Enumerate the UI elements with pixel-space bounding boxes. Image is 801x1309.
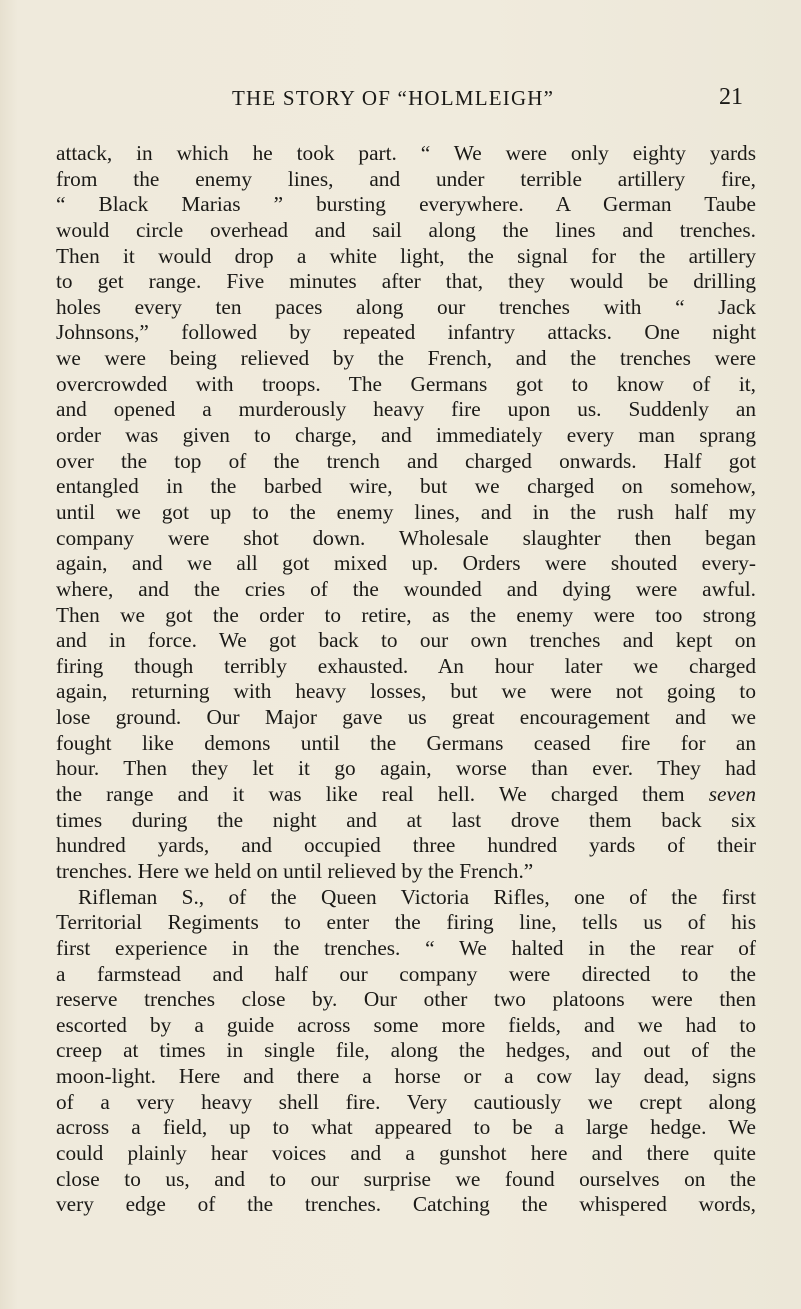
- text-line: overcrowded with troops. The Germans got to know of it,: [56, 371, 756, 396]
- text-line: hundred yards, and occupied three hundred yards of their: [56, 833, 756, 858]
- line-text: the range and it was like real hell. We charged them: [56, 782, 709, 807]
- text-line: would circle overhead and sail along the lines and trenches.: [56, 217, 756, 242]
- text-line: close to us, and to our surprise we found ourselves on the: [56, 1166, 756, 1191]
- text-line: reserve trenches close by. Our other two platoons were then: [56, 987, 756, 1012]
- text-line: escorted by a guide across some more fields, and we had to: [56, 1012, 756, 1037]
- text-line: entangled in the barbed wire, but we charged on somehow,: [56, 474, 756, 499]
- text-line: until we got up to the enemy lines, and in the rush half my: [56, 499, 756, 524]
- text-line: Territorial Regiments to enter the firing line, tells us of his: [56, 910, 756, 935]
- text-line: fought like demons until the Germans ceased fire for an: [56, 730, 756, 755]
- text-line: creep at times in single file, along the hedges, and out of the: [56, 1038, 756, 1063]
- text-line: Johnsons,” followed by repeated infantry attacks. One night: [56, 320, 756, 345]
- text-line: from the enemy lines, and under terrible artillery fire,: [56, 166, 756, 191]
- text-line: where, and the cries of the wounded and dying were awful.: [56, 576, 756, 601]
- page-header: [0, 86, 801, 120]
- text-line: attack, in which he took part. “ We were only eighty yards: [56, 141, 756, 165]
- text-line: could plainly hear voices and a gunshot here and there quite: [56, 1140, 756, 1165]
- text-line: we were being relieved by the French, and the trenches were: [56, 346, 756, 371]
- text-line: again, and we all got mixed up. Orders were shouted every-: [56, 551, 756, 576]
- body-text: [56, 141, 756, 1218]
- running-head: THE STORY OF “HOLMLEIGH”: [232, 86, 555, 110]
- text-line: again, returning with heavy losses, but we were not going to: [56, 679, 756, 704]
- text-line: of a very heavy shell fire. Very cautiously we crept along: [56, 1089, 756, 1114]
- text-line: company were shot down. Wholesale slaughter then began: [56, 525, 756, 550]
- text-line: and in force. We got back to our own trenches and kept on: [56, 628, 756, 653]
- text-line: “ Black Marias ” bursting everywhere. A German Taube: [56, 192, 756, 217]
- text-line: moon-light. Here and there a horse or a cow lay dead, signs: [56, 1064, 756, 1089]
- text-line: over the top of the trench and charged onwards. Half got: [56, 448, 756, 473]
- text-line: first experience in the trenches. “ We halted in the rear of: [56, 935, 756, 960]
- text-line: a farmstead and half our company were directed to the: [56, 961, 756, 986]
- text-line: very edge of the trenches. Catching the whispered words,: [56, 1192, 756, 1217]
- text-line: holes every ten paces along our trenches with “ Jack: [56, 294, 756, 319]
- text-line: and opened a murderously heavy fire upon us. Suddenly an: [56, 397, 756, 422]
- text-line: trenches. Here we held on until relieved by the French.”: [56, 858, 534, 883]
- text-line: lose ground. Our Major gave us great encouragement and we: [56, 705, 756, 730]
- emphasis-text: seven: [708, 782, 756, 807]
- text-line: to get range. Five minutes after that, they would be drilling: [56, 269, 756, 294]
- text-line: [56, 782, 756, 808]
- page-number: 21: [719, 84, 743, 110]
- text-line: firing though terribly exhausted. An hour later we charged: [56, 653, 756, 678]
- text-line: Then we got the order to retire, as the enemy were too strong: [56, 602, 756, 627]
- text-line: Rifleman S., of the Queen Victoria Rifles, one of the first: [78, 884, 756, 909]
- text-line: across a field, up to what appeared to be a large hedge. We: [56, 1115, 756, 1140]
- text-line: Then it would drop a white light, the signal for the artillery: [56, 243, 756, 268]
- text-line: times during the night and at last drove them back six: [56, 807, 756, 832]
- text-line: hour. Then they let it go again, worse than ever. They had: [56, 756, 756, 781]
- text-line: order was given to charge, and immediately every man sprang: [56, 423, 756, 448]
